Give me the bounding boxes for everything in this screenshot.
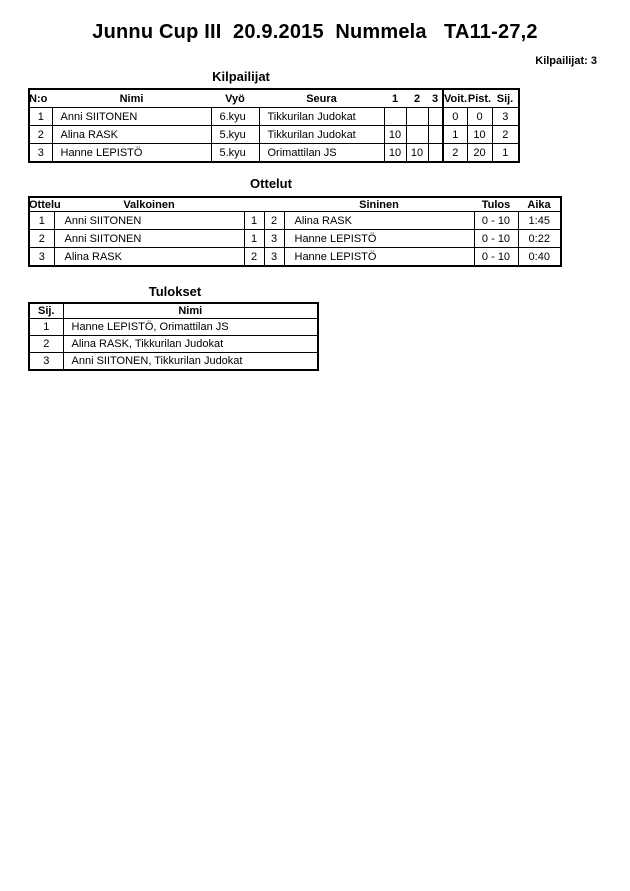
match-result: 0 - 10: [474, 230, 518, 248]
table-row: [29, 212, 561, 230]
table-row: [29, 319, 318, 336]
section-heading-competitors: Kilpailijat: [212, 69, 270, 84]
result-rank: 1: [29, 319, 63, 336]
competitor-name: Hanne LEPISTÖ: [52, 144, 211, 163]
match-time: 1:45: [518, 212, 561, 230]
col-header-rank: Sij.: [492, 89, 519, 108]
white-player-number: 2: [244, 248, 264, 267]
blue-player-name: Hanne LEPISTÖ: [284, 248, 474, 267]
match-result: 0 - 10: [474, 212, 518, 230]
competitor-wins: 2: [443, 144, 467, 163]
table-row: [29, 353, 318, 371]
match-result: 0 - 10: [474, 248, 518, 267]
round3-score: [428, 126, 443, 144]
page-title: Junnu Cup III 20.9.2015 Nummela TA11-27,2: [92, 21, 538, 43]
competitor-number: 1: [29, 108, 52, 126]
results-table: [28, 302, 319, 371]
result-rank: 3: [29, 353, 63, 371]
competitor-rank: 2: [492, 126, 519, 144]
white-player-name: Anni SIITONEN: [54, 212, 244, 230]
table-row: [29, 230, 561, 248]
competitor-wins: 0: [443, 108, 467, 126]
blue-player-number: 3: [264, 230, 284, 248]
white-player-number: 1: [244, 212, 264, 230]
table-row: [29, 126, 519, 144]
blue-player-number: 2: [264, 212, 284, 230]
col-header-match-no: Ottelu: [29, 198, 61, 211]
col-header-round2: 2: [406, 89, 428, 108]
match-number: 2: [29, 230, 54, 248]
competitor-number: 2: [29, 126, 52, 144]
competitors-table: [28, 88, 520, 163]
match-number: 1: [29, 212, 54, 230]
round2-score: 10: [406, 144, 428, 163]
col-header-round1: 1: [384, 89, 406, 108]
col-header-white-no: [244, 197, 264, 212]
competitor-belt: 5.kyu: [211, 144, 259, 163]
competitor-points: 0: [467, 108, 492, 126]
blue-player-number: 3: [264, 248, 284, 267]
round1-score: 10: [384, 144, 406, 163]
round2-score: [406, 126, 428, 144]
competitor-number: 3: [29, 144, 52, 163]
result-name: Hanne LEPISTÖ, Orimattilan JS: [63, 319, 318, 336]
blue-player-name: Hanne LEPISTÖ: [284, 230, 474, 248]
competitor-belt: 6.kyu: [211, 108, 259, 126]
col-header-result: Tulos: [474, 197, 518, 212]
matches-header-row: [29, 197, 561, 212]
col-header-white: Valkoinen: [54, 197, 244, 212]
competitor-points: 20: [467, 144, 492, 163]
col-header-wins: Voit.: [443, 89, 467, 108]
competitor-points: 10: [467, 126, 492, 144]
col-header-name: Nimi: [52, 89, 211, 108]
competitor-wins: 1: [443, 126, 467, 144]
round1-score: 10: [384, 126, 406, 144]
col-header-name: Nimi: [63, 303, 318, 319]
white-player-name: Anni SIITONEN: [54, 230, 244, 248]
col-header-round3: 3: [428, 89, 443, 108]
competitor-name: Alina RASK: [52, 126, 211, 144]
match-time: 0:40: [518, 248, 561, 267]
col-header-no: N:o: [29, 89, 52, 108]
round3-score: [428, 108, 443, 126]
table-row: [29, 248, 561, 267]
competitors-header-row: [29, 89, 519, 108]
blue-player-name: Alina RASK: [284, 212, 474, 230]
match-number: 3: [29, 248, 54, 267]
competitor-rank: 1: [492, 144, 519, 163]
section-heading-matches: Ottelut: [250, 176, 292, 191]
result-name: Alina RASK, Tikkurilan Judokat: [63, 336, 318, 353]
col-header-blue: Sininen: [284, 197, 474, 212]
competitor-club: Tikkurilan Judokat: [259, 126, 384, 144]
col-header-rank: Sij.: [29, 303, 63, 319]
white-player-number: 1: [244, 230, 264, 248]
table-row: [29, 144, 519, 163]
competitor-club: Orimattilan JS: [259, 144, 384, 163]
round3-score: [428, 144, 443, 163]
results-header-row: [29, 303, 318, 319]
competitor-rank: 3: [492, 108, 519, 126]
table-row: [29, 336, 318, 353]
col-header-blue-no: [264, 197, 284, 212]
col-header-belt: Vyö: [211, 89, 259, 108]
matches-table: [28, 196, 562, 267]
table-row: [29, 108, 519, 126]
result-rank: 2: [29, 336, 63, 353]
competitor-name: Anni SIITONEN: [52, 108, 211, 126]
col-header-points: Pist.: [467, 89, 492, 108]
result-name: Anni SIITONEN, Tikkurilan Judokat: [63, 353, 318, 371]
white-player-name: Alina RASK: [54, 248, 244, 267]
col-header-club: Seura: [259, 89, 384, 108]
round2-score: [406, 108, 428, 126]
competitor-club: Tikkurilan Judokat: [259, 108, 384, 126]
match-time: 0:22: [518, 230, 561, 248]
competitor-belt: 5.kyu: [211, 126, 259, 144]
section-heading-results: Tulokset: [148, 284, 202, 299]
participants-count: Kilpailijat: 3: [535, 55, 597, 67]
round1-score: [384, 108, 406, 126]
col-header-time: Aika: [518, 197, 561, 212]
